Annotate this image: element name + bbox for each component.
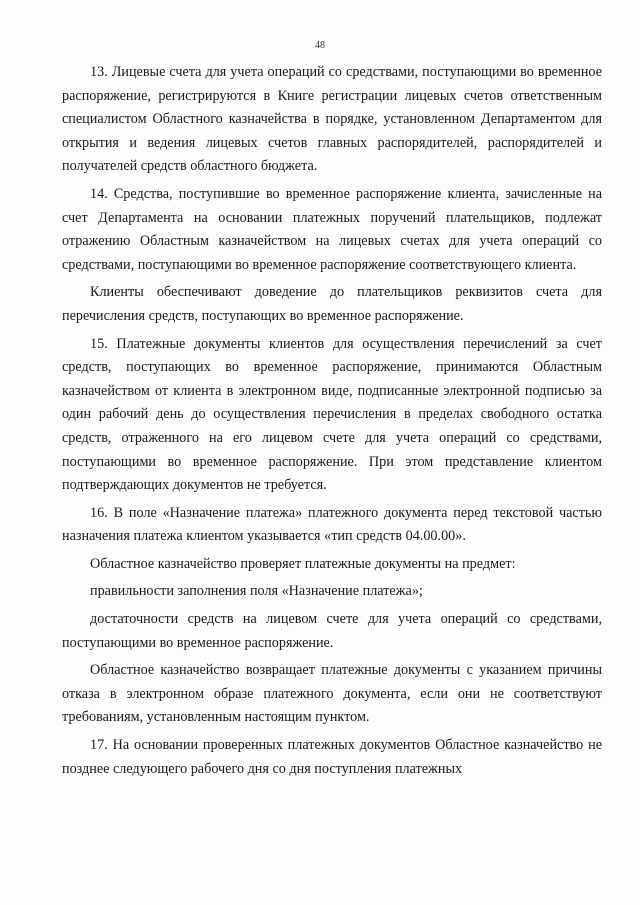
paragraph-16: 16. В поле «Назначение платежа» платежного документа перед текстовой частью назначения платежа клиентом указывается «тип средств 04.00.00». (62, 504, 602, 545)
paragraph-return: Областное казначейство возвращает платежные документы с указанием причины отказа в электронном образе платежного документа, если они не соответствуют требованиям, установленным настоящим пунктом. (62, 662, 602, 726)
paragraph-15: 15. Платежные документы клиентов для осуществления перечислений за счет средств, поступающих во временное распоряжение, принимаются Областным казначейством от клиента в электронном виде, подписанные электронной подписью за один рабочий день до осуществления перечисления в пределах свободного остатка средств, отраженного на его лицевом счете для учета операций со средствами, поступающими во временное распоряжение. При этом представление клиентом подтверждающих документов не требуется. (62, 335, 602, 494)
paragraph-clients: Клиенты обеспечивают доведение до плательщиков реквизитов счета для перечисления средств, поступающих во временное распоряжение. (62, 284, 602, 324)
paragraph-check-intro: Областное казначейство проверяет платежные документы на предмет: (90, 555, 516, 572)
document-body (62, 61, 602, 785)
paragraph-17: 17. На основании проверенных платежных документов Областное казначейство не позднее следующего рабочего дня со дня поступления платежных (62, 737, 602, 777)
paragraph-13: 13. Лицевые счета для учета операций со средствами, поступающими во временное распоряжение, регистрируются в Книге регистрации лицевых счетов ответственным специалистом Областного казначейства в порядке, установленном Департаментом для открытия и ведения лицевых счетов главных распорядителей, распорядителей и получателей средств областного бюджета. (62, 64, 602, 175)
page-number: 48 (315, 40, 325, 51)
paragraph-14: 14. Средства, поступившие во временное распоряжение клиента, зачисленные на счет Департамента на основании платежных поручений плательщиков, подлежат отражению Областным казначейством на лицевых счетах для учета операций со средствами, поступающими во временное распоряжение соответствующего клиента. (62, 185, 602, 273)
paragraph-check-funds: достаточности средств на лицевом счете для учета операций со средствами, поступающими во временное распоряжение. (62, 611, 602, 651)
paragraph-check-field: правильности заполнения поля «Назначение платежа»; (90, 583, 423, 600)
